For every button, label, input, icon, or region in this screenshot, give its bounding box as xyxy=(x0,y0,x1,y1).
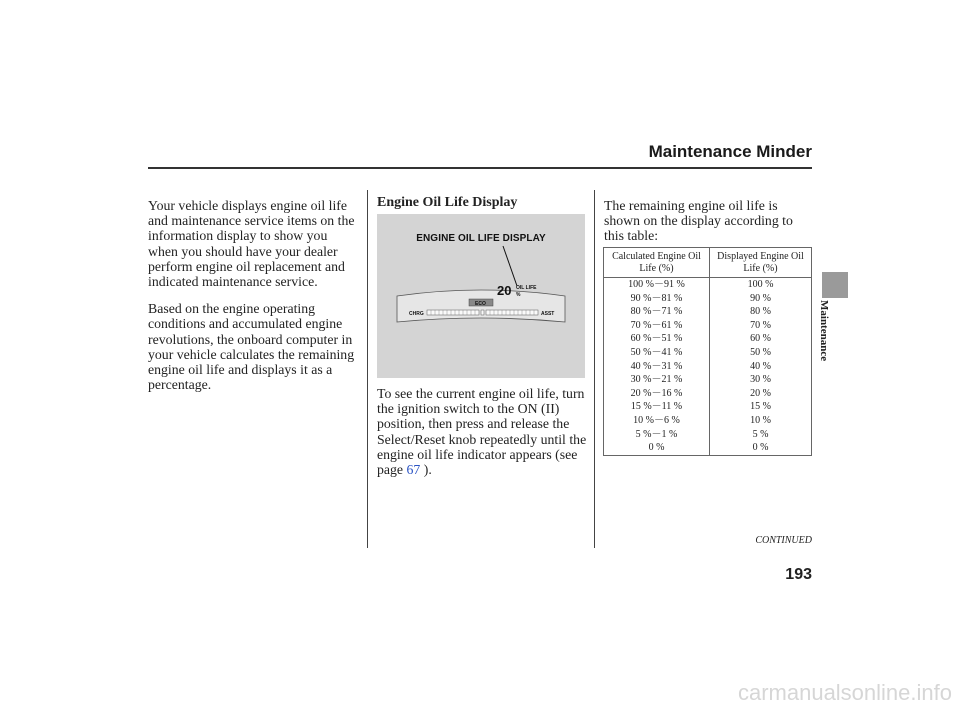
displayed-cell: 10 % xyxy=(750,414,771,426)
displayed-cell: 15 % xyxy=(750,401,771,413)
eco-label: ECO xyxy=(475,301,486,307)
displayed-cell: 30 % xyxy=(750,374,771,386)
table-row xyxy=(604,387,812,401)
calculated-cell: 90 %－81 % xyxy=(604,292,710,306)
calculated-cell: 80 %－71 % xyxy=(604,305,710,319)
assist-bar xyxy=(486,310,538,315)
instructions-text: To see the current engine oil life, turn the ignition switch to the ON (II) position, then press and release the Select/Reset knob repeatedly until the engine oil life indicator appears (see page xyxy=(377,386,587,478)
calculated-cell: 10 %－6 % xyxy=(604,414,710,428)
table-row xyxy=(604,441,812,455)
table-row xyxy=(604,319,812,333)
calculated-cell: 0 % xyxy=(604,441,710,455)
displayed-cell: 0 % xyxy=(752,442,769,454)
dashboard-illustration xyxy=(377,214,585,378)
column-divider-2 xyxy=(594,190,595,548)
displayed-cell: 70 % xyxy=(750,319,771,331)
calculated-cell: 100 %－91 % xyxy=(604,278,710,292)
charge-bar xyxy=(427,310,479,315)
leader-line xyxy=(503,246,517,286)
displayed-cell: 80 % xyxy=(750,306,771,318)
oil-life-label: OIL LIFE xyxy=(516,285,537,291)
calculated-cell: 5 %－1 % xyxy=(604,428,710,442)
table-header-row xyxy=(604,248,812,278)
calculated-cell: 15 %－11 % xyxy=(604,400,710,414)
calculated-cell: 70 %－61 % xyxy=(604,319,710,333)
displayed-cell: 100 % xyxy=(747,279,774,290)
displayed-cell: 50 % xyxy=(750,346,771,358)
continued-label: CONTINUED xyxy=(755,535,812,546)
section-tab-marker xyxy=(822,272,848,298)
page-title: Maintenance Minder xyxy=(648,142,812,161)
section-title: Engine Oil Life Display xyxy=(377,195,518,210)
displayed-cell: 60 % xyxy=(750,333,771,345)
intro-paragraph: Your vehicle displays engine oil life and maintenance service items on the information display to show you when you should have your dealer perform engine oil replacement and indicated maintenance service. xyxy=(148,198,355,290)
bar-center-mark xyxy=(481,310,484,315)
oil-life-display-figure xyxy=(377,214,585,378)
figure-label: ENGINE OIL LIFE DISPLAY xyxy=(416,233,546,244)
column-divider-1 xyxy=(367,190,368,548)
table-row xyxy=(604,305,812,319)
chrg-label: CHRG xyxy=(409,311,424,317)
table-row xyxy=(604,278,812,292)
asst-label: ASST xyxy=(541,311,555,317)
calculated-cell: 20 %－16 % xyxy=(604,387,710,401)
table-row xyxy=(604,332,812,346)
watermark: carmanualsonline.info xyxy=(737,680,952,705)
page-reference-link[interactable]: 67 xyxy=(406,462,421,478)
column-1 xyxy=(148,198,360,404)
header-displayed: Displayed Engine Oil Life (%) xyxy=(710,248,812,278)
page-number: 193 xyxy=(785,566,812,583)
table-row xyxy=(604,428,812,442)
table-row xyxy=(604,414,812,428)
calculated-cell: 50 %－41 % xyxy=(604,346,710,360)
table-row xyxy=(604,346,812,360)
table-intro: The remaining engine oil life is shown on the display according to this table: xyxy=(604,198,793,244)
section-tab-label xyxy=(812,300,836,440)
displayed-cell: 90 % xyxy=(750,292,771,304)
table-row xyxy=(604,373,812,387)
instructions-paragraph xyxy=(377,386,587,477)
table-row xyxy=(604,360,812,374)
calculation-paragraph: Based on the engine operating conditions and accumulated engine revolutions, the onboard computer in your vehicle calculates the remaining engine oil life and displays it as a percentage. xyxy=(148,301,355,393)
oil-life-readout: 20 xyxy=(497,283,512,298)
calculated-cell: 60 %－51 % xyxy=(604,332,710,346)
table-row xyxy=(604,292,812,306)
displayed-cell: 5 % xyxy=(752,428,769,440)
calculated-cell: 30 %－21 % xyxy=(604,373,710,387)
calculated-cell: 40 %－31 % xyxy=(604,360,710,374)
section-tab-text: Maintenance xyxy=(818,300,830,362)
instructions-text-end: ). xyxy=(420,462,432,478)
header-calculated: Calculated Engine Oil Life (%) xyxy=(604,248,710,278)
displayed-cell: 20 % xyxy=(750,387,771,399)
table-row xyxy=(604,400,812,414)
percent-symbol: % xyxy=(516,292,521,298)
oil-life-table xyxy=(603,247,812,456)
displayed-cell: 40 % xyxy=(750,360,771,372)
header-rule xyxy=(148,167,812,169)
